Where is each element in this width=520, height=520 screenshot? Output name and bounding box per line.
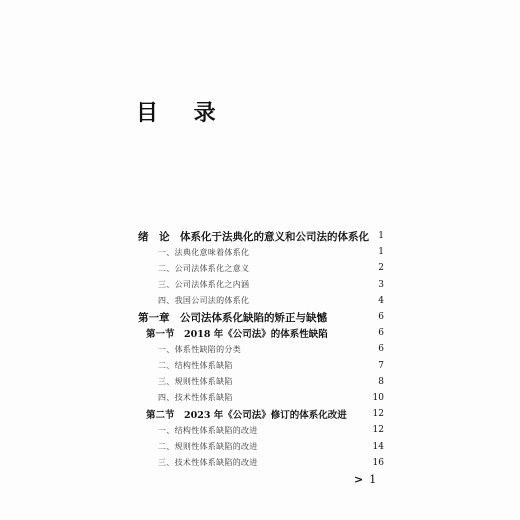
toc-entry-page: 2 xyxy=(378,263,384,274)
toc-entry-page: 4 xyxy=(378,295,384,306)
toc-entry-text: 第二节 2023 年《公司法》修订的体系化改进 xyxy=(146,410,347,422)
toc-entry-page: 6 xyxy=(378,328,384,339)
toc-entry-page: 1 xyxy=(378,231,384,242)
toc-entry-text: 二、规则性体系缺陷的改进 xyxy=(158,442,258,452)
toc-entry-text: 四、技术性体系缺陷 xyxy=(158,393,233,403)
toc-entry[interactable] xyxy=(138,390,384,406)
toc-entry[interactable] xyxy=(138,438,384,454)
toc-entry-text: 绪 论 体系化于法典化的意义和公司法的体系化 xyxy=(138,230,369,243)
toc-entry-page: 8 xyxy=(378,376,384,387)
toc-entry[interactable] xyxy=(138,325,384,341)
toc-entry[interactable] xyxy=(138,244,384,260)
page-title: 目 录 xyxy=(136,100,230,126)
toc-entry[interactable] xyxy=(138,228,384,244)
toc-entry[interactable] xyxy=(138,358,384,374)
page-number: 1 xyxy=(369,473,377,486)
toc-entry-page: 16 xyxy=(372,457,384,468)
toc-entry[interactable] xyxy=(138,341,384,357)
toc-entry[interactable] xyxy=(138,374,384,390)
toc-entry[interactable] xyxy=(138,455,384,471)
toc-entry-text: 三、公司法体系化之内涵 xyxy=(158,280,250,290)
toc-entry-page: 14 xyxy=(372,441,384,452)
toc-entry-page: 12 xyxy=(372,409,384,420)
table-of-contents xyxy=(138,228,384,471)
toc-entry[interactable] xyxy=(138,309,384,325)
toc-entry-page: 6 xyxy=(378,344,384,355)
toc-entry[interactable] xyxy=(138,293,384,309)
toc-entry-text: 一、结构性体系缺陷的改进 xyxy=(158,425,258,435)
toc-entry[interactable] xyxy=(138,422,384,438)
toc-entry-text: 四、我国公司法的体系化 xyxy=(158,296,250,306)
toc-entry-page: 7 xyxy=(378,360,384,371)
toc-entry-page: 12 xyxy=(372,425,384,436)
page-footer xyxy=(354,473,376,486)
toc-entry-text: 一、体系性缺陷的分类 xyxy=(158,344,241,354)
toc-entry-text: 第一节 2018 年《公司法》的体系性缺陷 xyxy=(146,329,328,341)
toc-entry-page: 1 xyxy=(378,247,384,258)
chevron-right-icon[interactable]: > xyxy=(354,473,364,486)
toc-entry-page: 3 xyxy=(378,279,384,290)
toc-entry-text: 二、结构性体系缺陷 xyxy=(158,361,233,371)
toc-entry-text: 第一章 公司法体系化缺陷的矫正与缺憾 xyxy=(138,311,327,324)
toc-entry[interactable] xyxy=(138,406,384,422)
toc-entry-page: 10 xyxy=(372,392,384,403)
toc-entry-text: 二、公司法体系化之意义 xyxy=(158,263,250,273)
toc-entry-text: 三、规则性体系缺陷 xyxy=(158,377,233,387)
toc-entry-text: 一、法典化意味着体系化 xyxy=(158,247,250,257)
toc-entry[interactable] xyxy=(138,277,384,293)
toc-entry[interactable] xyxy=(138,260,384,276)
toc-entry-text: 三、技术性体系缺陷的改进 xyxy=(158,458,258,468)
toc-entry-page: 6 xyxy=(378,312,384,323)
